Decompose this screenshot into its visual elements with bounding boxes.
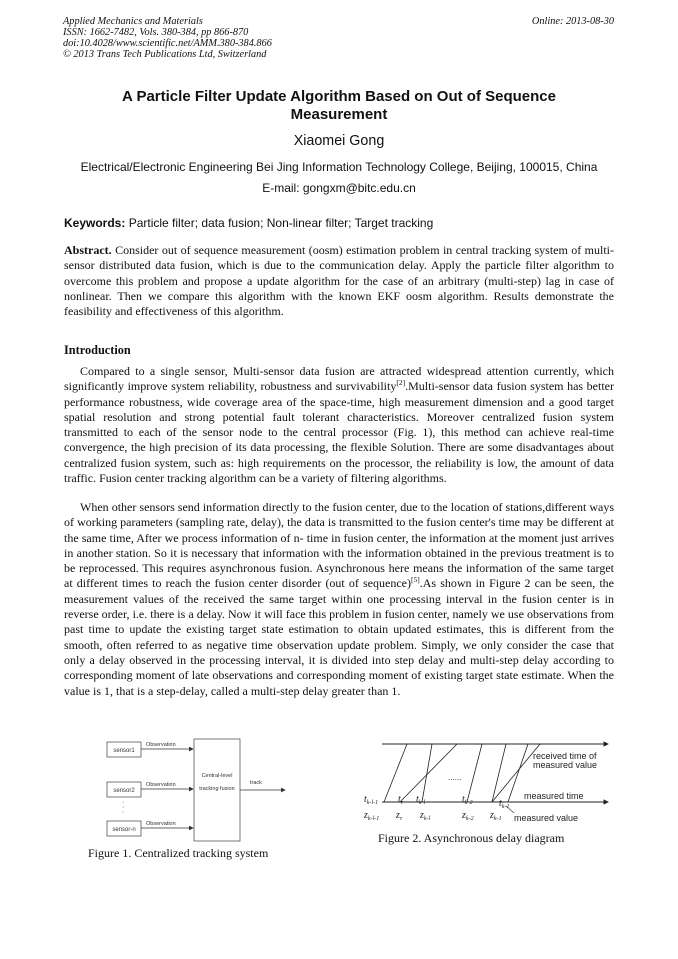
keywords — [64, 216, 433, 230]
sensor2-label: sensor2 — [113, 788, 135, 794]
figure-2-caption: Figure 2. Asynchronous delay diagram — [378, 831, 565, 845]
delay-line-1 — [384, 744, 407, 802]
journal-name: Applied Mechanics and Materials — [63, 16, 203, 27]
z-label-3: $z_{k-l}$ — [420, 810, 431, 822]
track-label: track — [250, 780, 262, 786]
p1-text-b: .Multi-sensor data fusion system has better performance robustness, wide coverage area of the space-time, high measurement dimension and a good target spatial resolution and strong potential fault tolerant characteristics. Moreover centralized fusion system transmitted to each of the sensor node to the central processor (Fig. 1), this method can achieve real-time convergence, the high precision of its data processing, the flexible Solution. There are some disadvantages about centralized fusion system, such as: high requirements on the processor, the reliability is low, the amount of data traffic. Fusion center tracking algorithm can be a variety of filtering algorithms. — [64, 379, 614, 486]
keywords-label: Keywords: — [64, 216, 126, 230]
online-date: Online: 2013-08-30 — [531, 16, 614, 27]
dot-3: · — [122, 809, 125, 816]
p2-text-b: .As shown in Figure 2 can be seen, the measurement values of the received the same target within one processing interval in the fusion center is in reverse order, i.e. there is a delay. Now it will face this problem in fusion center, namely we use observations from past time to update the existing target state estimation to obtain updated estimates, this is different from the smooth, often referred to as negative time observation update problem. Simply, we only consider the case that only a delay observed in the processing interval, it is divided into step delay and multi-step delay according to corresponding moment of late observations and corresponding moment of existing target state estimate. When the value is 1, that is a step-delay, called a multi-step delay greater than 1. — [64, 576, 614, 698]
p1-text-a: Compared to a single sensor, Multi-sensor data fusion are attracted widespread attention currently, which significantly improve system reliability, robustness and survivability — [64, 364, 614, 394]
received-label-2: measured value — [533, 760, 598, 770]
keywords-text: Particle filter; data fusion; Non-linear filter; Target tracking — [125, 216, 434, 230]
delay-line-3 — [422, 744, 432, 802]
center-label-2: tracking fusion — [199, 786, 235, 792]
measured-time-label: measured time — [524, 791, 584, 801]
received-label-1: received time of — [533, 751, 597, 761]
paper-title — [64, 88, 614, 124]
t-label-2: $t_\tau$ — [398, 794, 403, 806]
t-label-4: $t_{k-2}$ — [462, 794, 473, 806]
z-label-2: $z_\tau$ — [396, 810, 403, 822]
z-label-5: $z_{k-1}$ — [490, 810, 502, 822]
observation-label-1: Observation — [146, 742, 176, 748]
title-line-1: A Particle Filter Update Algorithm Based on Out of Sequence — [122, 88, 556, 105]
intro-paragraph-1 — [64, 364, 614, 486]
author-name: Xiaomei Gong — [293, 133, 385, 149]
t-label-1: $t_{k-l-1}$ — [364, 794, 379, 806]
doi-line: doi:10.4028/www.scientific.net/AMM.380-384.866 — [63, 38, 272, 49]
p2-text-a: When other sensors send information directly to the fusion center, due to the location of stations,different ways of working parameters (sampling rate, delay), the data is transmitted to the fusion center's time may be different at the same time, After we process information of n- time in fusion center, the information at the moment just arrives in another station. So it is necessary that information with the information obtained in the previous treatment is to be reprocessed. This requires asynchronous fusion. Asynchronous here means the information of the same target at different times to reach the fusion center disorder (out of sequence) — [64, 500, 614, 591]
t-label-5: $t_{k-1}$ — [499, 798, 510, 810]
abstract — [64, 243, 614, 319]
dots-label: ...... — [448, 773, 462, 782]
ref-2: [2] — [396, 378, 406, 388]
sensor1-label: sensor1 — [113, 748, 135, 754]
observation-label-3: Observation — [146, 821, 176, 827]
observation-label-2: Observation — [146, 782, 176, 788]
affiliation: Electrical/Electronic Engineering Bei Jing Information Technology College, Beijing, 100015, China — [80, 160, 598, 174]
author-email: E-mail: gongxm@bitc.edu.cn — [262, 181, 416, 195]
abstract-text: Consider out of sequence measurement (oosm) estimation problem in central tracking system of multi-sensor distributed data fusion, which is due to the communication delay. Apply the particle filter algorithm to overcome this problem and propose a update algorithm for the case of an arbitrary (multi-step) lag in case of nonlinear. Then we compare this algorithm with the known EKF oosm algorithm. Results demonstrate the feasibility and effectiveness of this algorithm. — [64, 243, 614, 319]
delay-line-4 — [467, 744, 482, 802]
figure-2-diagram — [360, 740, 614, 828]
dot-2: · — [122, 804, 125, 811]
figure-1-caption: Figure 1. Centralized tracking system — [88, 846, 269, 860]
issn-line: ISSN: 1662-7482, Vols. 380-384, pp 866-870 — [63, 27, 249, 38]
dot-1: · — [122, 799, 125, 806]
abstract-label: Abstract. — [64, 243, 112, 257]
intro-paragraph-2 — [64, 500, 614, 699]
copyright-line: © 2013 Trans Tech Publications Ltd, Switzerland — [63, 49, 267, 60]
figure-1-diagram — [96, 737, 290, 843]
title-line-2: Measurement — [290, 106, 388, 123]
sensorn-label: sensor-n — [112, 827, 136, 833]
z-label-4: $z_{k-2}$ — [462, 810, 474, 822]
ref-5: [5] — [410, 575, 420, 585]
center-label-1: Central-level — [201, 773, 233, 779]
z-label-1: $z_{k-l-1}$ — [364, 810, 380, 822]
measured-value-label: measured value — [514, 813, 579, 823]
introduction-heading: Introduction — [64, 343, 131, 357]
t-label-3: $t_{k-l}$ — [416, 794, 426, 806]
journal-header — [63, 16, 272, 60]
